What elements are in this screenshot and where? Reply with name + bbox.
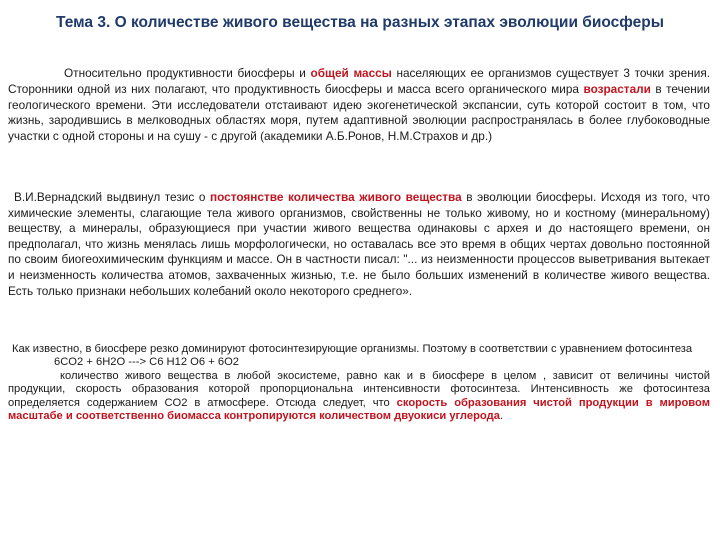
p3-body (8, 370, 710, 424)
p1-text-a: Относительно продуктивности биосферы и (64, 66, 311, 80)
p3-end: . (499, 410, 504, 423)
p3-text: количество живого вещества в любой экосистеме, равно как и в биосфере в целом , зависит от величины чистой продукции, скорость образования которой пропорциональна интенсивности фотосинтеза. Интенсивность же фотосинтеза определяется содержанием CO2 в атмосфере. Отсюда следует, что (8, 369, 710, 409)
paragraph-productivity (8, 66, 710, 145)
p3-intro: Как известно, в биосфере резко доминируют фотосинтезирующие организмы. Поэтому в соответствии с уравнением фотосинтеза (12, 343, 693, 355)
p1-text-e: в течении геологического времени. Эти исследователи отстаивают идею экогенетической экспансии, суть которой состоит в том, что жизнь, зародившись в мелководных областях моря, путем адаптивной эволюции распространялась в более глубоководные участки с одной стороны и на сушу - с другой (академики А.Б.Ронов, Н.М.Страхов и др.) (8, 81, 710, 144)
paragraph-vernadsky (8, 190, 710, 299)
p1-text-c: населяющих ее организмов существует 3 точки зрения. Сторонники одной из них полагают, что продуктивность биосферы и масса всего органического мира (8, 66, 711, 96)
p2-highlight-constancy: постоянстве количества живого вещества (209, 190, 462, 204)
p1-highlight-mass: общей массы (310, 66, 392, 80)
p2-text-c: в эволюции биосферы. Исходя из того, что химические элементы, слагающие тела живого организмов, свойственны не только живому, но и костному (минеральному) веществу, а минералы, образующиеся при участии живого вещества одинаковы с архея и до настоящего времени, он предполагал, что жизнь менялась лишь морфологически, но оставалась все это время в общих чертах довольно постоянной по своим биогеохимическим функциям и массе. Он в частности писал: "... из неизменности процессов выветривания вытекает и неизменность количества атомов, захваченных жизнью, т.е. не было больших изменений в количестве живого вещества. Есть только признаки небольших колебаний около некоторого среднего». (8, 190, 710, 298)
paragraph-photosynthesis (8, 343, 710, 423)
p1-highlight-increased: возрастали (583, 81, 651, 96)
photosynthesis-formula: 6CO2 + 6H2O ---> C6 H12 O6 + 6O2 (54, 356, 239, 369)
page-title: Тема 3. О количестве живого вещества на разных этапах эволюции биосферы (56, 14, 664, 31)
p2-text-a: В.И.Вернадский выдвинул тезис о (14, 190, 210, 204)
p3-highlight-conclusion: скорость образования чистой продукции в мировом масштабе и соответственно биомасса контропируются количеством двуокиси углерода (8, 396, 711, 423)
